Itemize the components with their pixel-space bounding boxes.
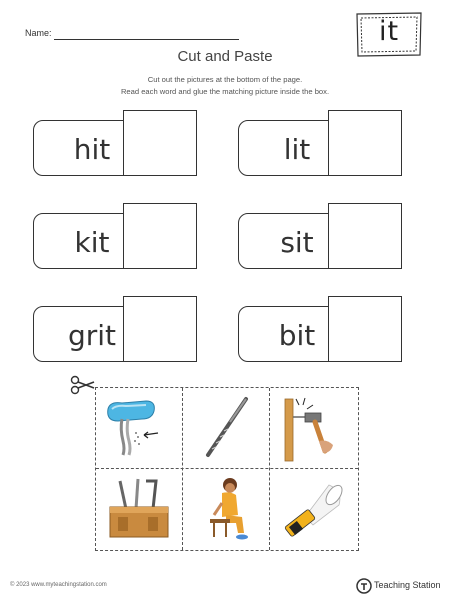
word-label: sit [280,226,314,259]
picture-paste-box[interactable] [328,203,402,269]
cut-line [96,468,358,469]
picture-paste-box[interactable] [123,296,197,362]
word-card-bit [238,296,418,376]
picture-grit[interactable] [96,389,181,467]
word-card-hit [33,110,213,190]
copyright: © 2023 www.myteachingstation.com [10,582,107,588]
word-label: lit [283,133,311,166]
gritty-sandpaper-pad-icon [96,389,181,467]
hammer-hitting-nail-icon [271,389,356,467]
lit-flashlight-icon [271,471,356,549]
toolbox-kit-icon [96,471,181,549]
drill-bit-icon [184,389,269,467]
stamp-word: it [378,16,400,47]
cut-line [182,388,183,550]
word-label: bit [278,319,316,352]
word-card-kit [33,203,213,283]
picture-paste-box[interactable] [328,110,402,176]
word-label: grit [67,319,117,352]
page-title: Cut and Paste [177,48,273,65]
picture-hit[interactable] [271,389,356,467]
name-line[interactable] [54,39,239,40]
word-card-sit [238,203,418,283]
word-card-lit [238,110,418,190]
word-label: hit [73,133,111,166]
cut-out-area [95,387,359,551]
picture-lit[interactable] [271,471,356,549]
cut-line [269,388,270,550]
picture-kit[interactable] [96,471,181,549]
picture-sit[interactable] [184,471,269,549]
brand-name: Teaching Station [374,580,441,590]
picture-paste-box[interactable] [123,110,197,176]
instruction-line-1: Cut out the pictures at the bottom of the page. [147,75,303,84]
word-card-grit [33,296,213,376]
instruction-line-2: Read each word and glue the matching picture inside the box. [120,87,330,96]
child-sitting-icon [184,471,269,549]
name-label: Name: [25,28,52,38]
picture-bit[interactable] [184,389,269,467]
picture-paste-box[interactable] [123,203,197,269]
scissors-icon [70,374,96,396]
word-label: kit [74,226,110,259]
teaching-station-logo-icon [356,578,372,594]
brand-logo [356,578,446,594]
picture-paste-box[interactable] [328,296,402,362]
